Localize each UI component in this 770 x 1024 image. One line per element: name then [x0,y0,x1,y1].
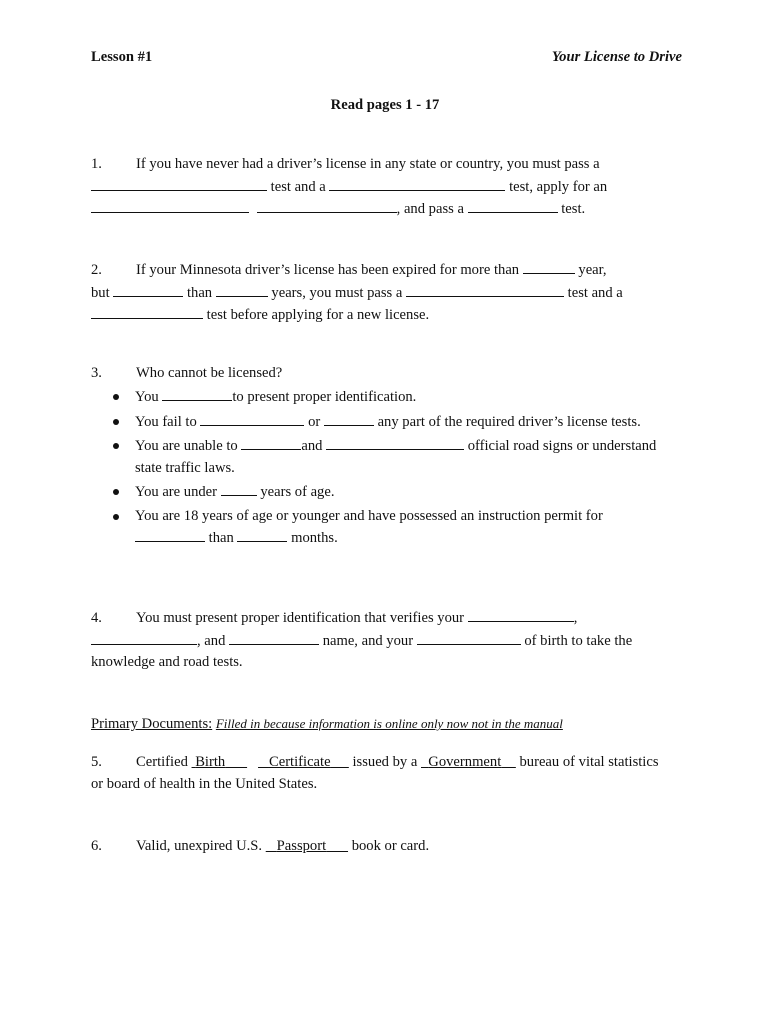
question-text: bureau of vital statistics or board of health in the United States. [91,754,659,792]
answer-blank[interactable] [257,198,397,213]
question-number: 5. [91,754,102,770]
answer-blank[interactable] [237,527,287,542]
bullet-text: You [135,389,159,405]
bullet-text: or [308,413,321,430]
question-text: If your Minnesota driver’s license has been expired for more than [136,262,520,278]
question-text: Certified [136,754,188,770]
section-label: Primary Documents: [91,716,213,732]
bullet-text: You are 18 years of age or younger and have possessed an instruction permit for [135,507,603,524]
question-text: Valid, unexpired U.S. [136,838,263,854]
question-number: 3. [91,365,102,381]
answer-blank[interactable] [241,435,301,450]
question-text: , and [197,632,226,649]
list-item [110,411,666,434]
question-number: 2. [91,262,102,278]
question-6 [91,836,666,858]
question-text: test and a [270,178,326,195]
filled-answer: Certificate [268,754,331,770]
filled-answer: Birth [195,754,226,770]
answer-blank[interactable] [113,282,183,297]
bullet-text: You fail to [135,413,197,430]
answer-blank[interactable] [162,386,232,401]
question-text: test and a [567,284,623,301]
answer-blank[interactable] [216,282,268,297]
list-item [110,386,666,409]
question-text: , [573,610,578,626]
answer-blank[interactable] [229,630,319,645]
bullet-text: and [301,438,323,454]
answer-blank[interactable] [329,176,505,191]
list-item [110,481,666,504]
question-text: If you have never had a driver’s license in any state or country, you must pass a [136,156,600,172]
answer-blank[interactable] [406,282,564,297]
question-text: name, and your [322,632,414,649]
answer-blank[interactable] [135,527,205,542]
bullet-text: months. [291,530,338,546]
reading-instruction: Read pages 1 - 17 [330,97,440,113]
question-3 [91,363,666,385]
question-number: 6. [91,838,102,854]
answer-blank[interactable] [523,259,575,274]
answer-blank[interactable] [91,198,249,213]
answer-blank[interactable] [91,630,197,645]
question-text: years, you must pass a [271,284,403,301]
question-text: but [91,284,110,301]
question-2 [91,259,666,327]
question-1 [91,154,666,221]
question-number: 4. [91,610,102,626]
answer-blank[interactable] [417,630,521,645]
bullet-text: to present proper identification. [232,389,417,405]
question-text: test, apply for an [509,178,608,195]
question-5 [91,752,666,795]
answer-blank[interactable] [468,198,558,213]
question-text: year, [578,262,607,278]
bullet-list [110,386,666,552]
lesson-number: Lesson #1 [91,49,153,65]
answer-blank[interactable] [324,411,374,426]
answer-blank[interactable] [91,304,203,319]
list-item [110,506,666,550]
section-note: Filled in because information is online only now not in the manual [215,716,563,731]
question-text: Who cannot be licensed? [136,365,283,381]
question-text: test. [561,201,586,217]
bullet-text: any part of the required driver’s license tests. [377,413,641,430]
question-text: book or card. [351,838,430,854]
question-text: than [186,284,213,301]
answer-blank[interactable] [200,411,304,426]
bullet-text: official road signs or understand state traffic laws. [135,438,657,476]
question-text: issued by a [352,754,418,770]
answer-blank[interactable] [326,435,464,450]
question-text: test before applying for a new license. [206,307,430,323]
question-text: , and pass a [396,201,464,217]
bullet-text: You are unable to [135,438,238,454]
filled-answer: Passport [276,838,327,854]
question-number: 1. [91,156,102,172]
question-text: You must present proper identification that verifies your [136,610,465,626]
answer-blank[interactable] [221,481,257,496]
question-text: of birth to take the knowledge and road tests. [91,632,633,670]
bullet-text: years of age. [260,484,335,500]
question-4 [91,607,666,674]
bullet-text: You are under [135,484,218,500]
answer-blank[interactable] [91,176,267,191]
bullet-text: than [208,530,234,546]
filled-answer: Government [428,754,502,770]
primary-documents-heading [91,713,563,736]
answer-blank[interactable] [468,607,574,622]
document-title: Your License to Drive [551,49,682,65]
list-item [110,435,666,479]
